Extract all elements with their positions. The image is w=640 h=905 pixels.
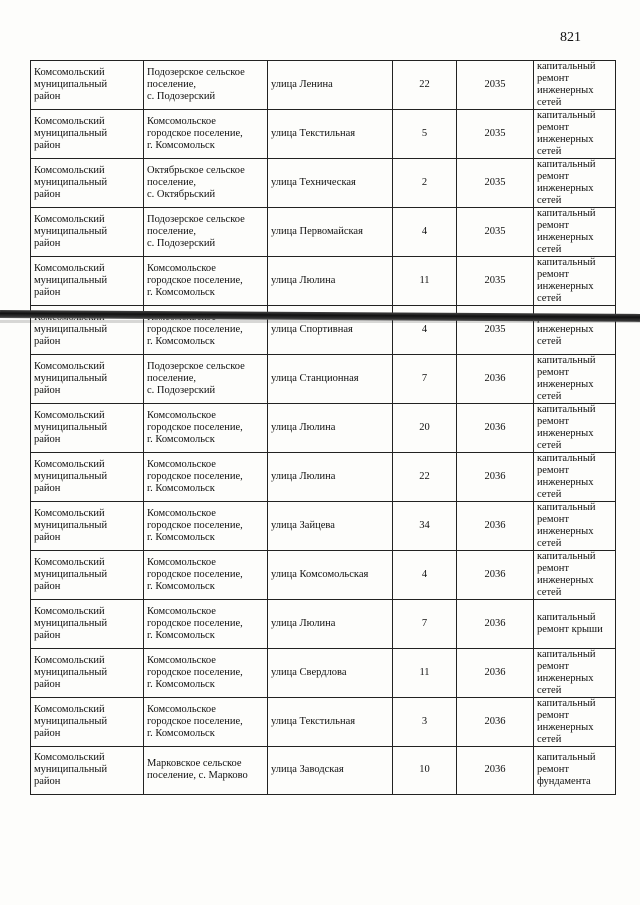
street-cell: улица Комсомольская [268,550,393,599]
table-row [31,61,616,110]
work-type-cell: капитальный ремонт фундамента [534,746,616,795]
table-row [31,550,616,599]
work-type-cell: капитальный ремонт инженерных сетей [534,159,616,208]
year-cell: 2036 [457,697,534,746]
work-type-cell: капитальный ремонт инженерных сетей [534,208,616,257]
street-cell: улица Зайцева [268,501,393,550]
house-number-cell: 7 [393,354,457,403]
district-cell: Комсомольский муниципальный район [31,354,144,403]
street-cell: улица Ленина [268,61,393,110]
street-cell: улица Люлина [268,599,393,648]
settlement-cell: Комсомольское городское поселение, г. Комсомольск [144,550,268,599]
settlement-cell: Комсомольское городское поселение, г. Комсомольск [144,257,268,306]
house-number-cell: 4 [393,306,457,355]
street-cell: улица Заводская [268,746,393,795]
table-row [31,599,616,648]
street-cell: улица Люлина [268,403,393,452]
work-type-cell: капитальный ремонт инженерных сетей [534,452,616,501]
street-cell: улица Станционная [268,354,393,403]
street-cell: улица Текстильная [268,110,393,159]
scan-fold-shadow [0,320,640,323]
work-type-cell: капитальный ремонт инженерных сетей [534,354,616,403]
table-row [31,257,616,306]
district-cell: Комсомольский муниципальный район [31,208,144,257]
table-row [31,110,616,159]
settlement-cell: Комсомольское городское поселение, г. Комсомольск [144,501,268,550]
house-number-cell: 22 [393,61,457,110]
work-type-cell: капитальный ремонт инженерных сетей [534,110,616,159]
year-cell: 2035 [457,257,534,306]
street-cell: улица Техническая [268,159,393,208]
settlement-cell: Комсомольское городское поселение, г. Комсомольск [144,110,268,159]
district-cell: Комсомольский муниципальный район [31,648,144,697]
work-type-cell: инженерных сетей [534,306,616,355]
district-cell: муниципальный район [31,306,144,355]
house-number-cell: 2 [393,159,457,208]
district-cell: Комсомольский муниципальный район [31,61,144,110]
year-cell: 2035 [457,61,534,110]
district-cell: Комсомольский муниципальный район [31,403,144,452]
district-cell: Комсомольский муниципальный район [31,697,144,746]
work-type-cell: капитальный ремонт инженерных сетей [534,550,616,599]
district-cell: Комсомольский муниципальный район [31,257,144,306]
table-row [31,697,616,746]
work-type-cell: капитальный ремонт инженерных сетей [534,648,616,697]
year-cell: 2035 [457,159,534,208]
house-number-cell: 4 [393,208,457,257]
house-number-cell: 7 [393,599,457,648]
year-cell: 2035 [457,306,534,355]
settlement-cell: Подозерское сельское поселение, с. Подозерский [144,354,268,403]
table-row [31,746,616,795]
settlement-cell: Октябрьское сельское поселение, с. Октябрьский [144,159,268,208]
year-cell: 2036 [457,648,534,697]
table-row [31,648,616,697]
work-type-cell: капитальный ремонт крыши [534,599,616,648]
district-cell: Комсомольский муниципальный район [31,452,144,501]
street-cell: улица Спортивная [268,306,393,355]
house-number-cell: 3 [393,697,457,746]
settlement-cell: Комсомольское городское поселение, г. Комсомольск [144,648,268,697]
table-row [31,452,616,501]
district-cell: Комсомольский муниципальный район [31,599,144,648]
district-cell: Комсомольский муниципальный район [31,550,144,599]
settlement-cell: Комсомольское городское поселение, г. Комсомольск [144,452,268,501]
district-cell: Комсомольский муниципальный район [31,110,144,159]
house-number-cell: 11 [393,257,457,306]
year-cell: 2035 [457,208,534,257]
settlement-cell: Комсомольское городское поселение, г. Комсомольск [144,697,268,746]
district-cell: Комсомольский муниципальный район [31,746,144,795]
house-number-cell: 34 [393,501,457,550]
house-number-cell: 5 [393,110,457,159]
house-number-cell: 4 [393,550,457,599]
settlement-cell: Комсомольское городское поселение, г. Комсомольск [144,599,268,648]
settlement-cell: Марковское сельское поселение, с. Марково [144,746,268,795]
work-type-cell: капитальный ремонт инженерных сетей [534,403,616,452]
table-row [31,501,616,550]
year-cell: 2035 [457,110,534,159]
street-cell: улица Первомайская [268,208,393,257]
work-type-cell: капитальный ремонт инженерных сетей [534,501,616,550]
house-number-cell: 22 [393,452,457,501]
work-type-cell: капитальный ремонт инженерных сетей [534,257,616,306]
street-cell: улица Люлина [268,257,393,306]
house-number-cell: 10 [393,746,457,795]
work-type-cell: капитальный ремонт инженерных сетей [534,61,616,110]
repair-schedule-table [30,60,616,795]
page-number: 821 [560,30,581,45]
street-cell: улица Люлина [268,452,393,501]
table-row [31,403,616,452]
house-number-cell: 11 [393,648,457,697]
year-cell: 2036 [457,354,534,403]
year-cell: 2036 [457,452,534,501]
district-cell: Комсомольский муниципальный район [31,159,144,208]
district-cell: Комсомольский муниципальный район [31,501,144,550]
year-cell: 2036 [457,550,534,599]
table-row [31,208,616,257]
year-cell: 2036 [457,746,534,795]
work-type-cell: капитальный ремонт инженерных сетей [534,697,616,746]
settlement-cell: городское поселение, г. Комсомольск [144,306,268,355]
settlement-cell: Подозерское сельское поселение, с. Подозерский [144,208,268,257]
settlement-cell: Подозерское сельское поселение, с. Подозерский [144,61,268,110]
street-cell: улица Свердлова [268,648,393,697]
year-cell: 2036 [457,501,534,550]
house-number-cell: 20 [393,403,457,452]
street-cell: улица Текстильная [268,697,393,746]
table-row [31,159,616,208]
year-cell: 2036 [457,599,534,648]
table-row [31,354,616,403]
year-cell: 2036 [457,403,534,452]
settlement-cell: Комсомольское городское поселение, г. Комсомольск [144,403,268,452]
table-body [31,61,616,795]
